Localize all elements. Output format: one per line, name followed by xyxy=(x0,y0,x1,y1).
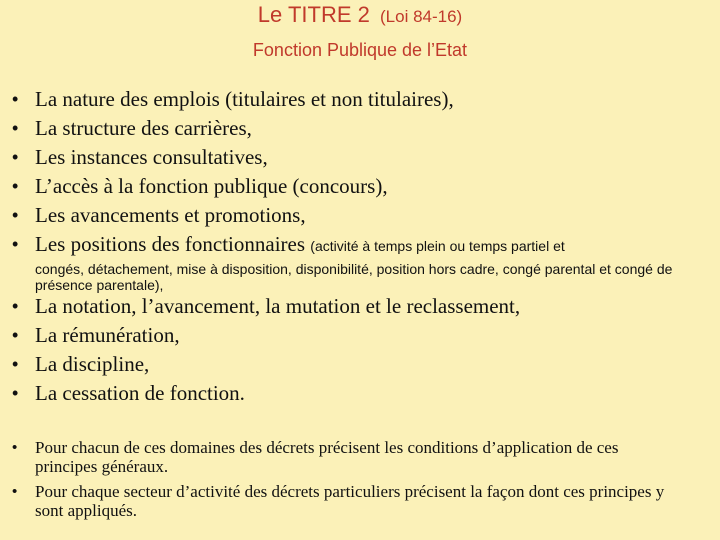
list-item: • La rémunération, xyxy=(0,321,520,350)
positions-detail-rest: congés, détachement, mise à disposition, disponibilité, position hors cadre, congé parental et congé de présence parentale), xyxy=(35,261,673,293)
notes-list xyxy=(0,438,685,526)
list-item: • La structure des carrières, xyxy=(0,114,675,143)
list-item: • Les avancements et promotions, xyxy=(0,201,675,230)
positions-label: Les positions des fonctionnaires xyxy=(35,232,306,256)
domains-list-2 xyxy=(0,292,520,408)
list-item-positions xyxy=(0,230,675,293)
list-item: • La nature des emplois (titulaires et non titulaires), xyxy=(0,85,675,114)
slide-title xyxy=(0,2,720,28)
title-reference: (Loi 84-16) xyxy=(380,7,463,26)
list-item: • La cessation de fonction. xyxy=(0,379,520,408)
positions-detail-start: (activité à temps plein ou temps partiel et xyxy=(310,238,565,254)
slide-subtitle: Fonction Publique de l’Etat xyxy=(252,40,468,60)
title-main: Le TITRE 2 xyxy=(257,2,370,27)
list-item: • La discipline, xyxy=(0,350,520,379)
list-item: • Les instances consultatives, xyxy=(0,143,675,172)
note-item: • Pour chaque secteur d’activité des décrets particuliers précisent la façon dont ces principes y sont appliqués. xyxy=(0,482,685,520)
list-item: • L’accès à la fonction publique (concours), xyxy=(0,172,675,201)
domains-list-1 xyxy=(0,85,675,293)
list-item: • La notation, l’avancement, la mutation et le reclassement, xyxy=(0,292,520,321)
note-item: • Pour chacun de ces domaines des décrets précisent les conditions d’application de ces principes généraux. xyxy=(0,438,685,476)
